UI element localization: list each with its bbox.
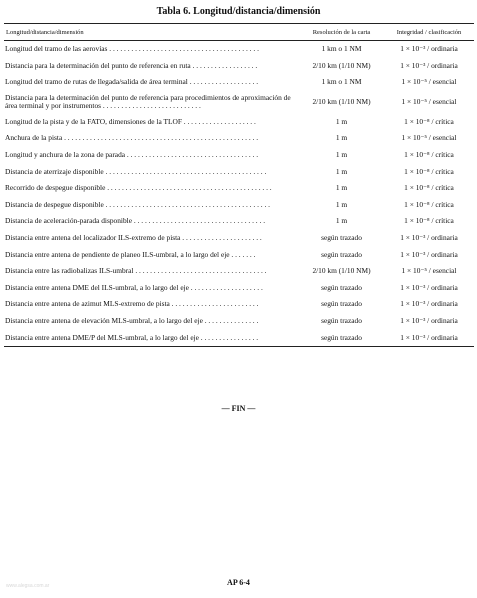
row-integrity-text: 1 × 10⁻⁵ / esencial xyxy=(401,266,457,276)
row-integrity xyxy=(384,251,474,260)
table-row xyxy=(4,230,474,247)
data-table xyxy=(4,23,474,347)
row-label-text: Distancia entre antena de azimut MLS-extremo de pista . . . . . . . . . . . . . . . . . . . . . . . . xyxy=(5,300,259,309)
row-resolution xyxy=(299,184,384,193)
row-integrity-text: 1 × 10⁻³ / ordinaria xyxy=(400,249,458,259)
row-resolution xyxy=(299,251,384,260)
row-label xyxy=(4,168,299,177)
row-integrity-text: 1 × 10⁻⁵ / esencial xyxy=(401,133,457,143)
row-label-text: Distancia entre antena DME/P del MLS-umbral, a lo largo del eje . . . . . . . . . . . . . . . . xyxy=(5,333,259,342)
row-integrity xyxy=(384,98,474,107)
row-resolution xyxy=(299,234,384,243)
table-row xyxy=(4,180,474,197)
page-footer: AP 6-4 xyxy=(227,578,250,587)
row-label-text: Distancia entre las radiobalizas ILS-umbral . . . . . . . . . . . . . . . . . . . . . . . . . . . . . . . . . . . . xyxy=(5,267,267,276)
row-integrity xyxy=(384,184,474,193)
table-row xyxy=(4,114,474,131)
row-label xyxy=(4,184,299,193)
row-label-text: Distancia para la determinación del punto de referencia para procedimientos de aproximación de área terminal y por instrumentos . . . . . . . . . . . . . . . . . . . . . . . . . . . xyxy=(5,93,291,111)
row-resolution-text: según trazado xyxy=(321,232,362,242)
header-resolution: Resolución de la carta xyxy=(312,28,371,36)
row-resolution-text: según trazado xyxy=(321,332,362,342)
row-label xyxy=(4,267,299,276)
row-integrity xyxy=(384,134,474,143)
row-label xyxy=(4,134,299,143)
table-row xyxy=(4,280,474,297)
table-row xyxy=(4,74,474,91)
row-label-text: Longitud de la pista y de la FATO, dimensiones de la TLOF . . . . . . . . . . . . . . . . . . . . xyxy=(5,117,256,126)
row-integrity xyxy=(384,234,474,243)
row-label-text: Distancia de aceleración-parada disponible . . . . . . . . . . . . . . . . . . . . . . . . . . . . . . . . . . . . xyxy=(5,217,266,226)
row-label xyxy=(4,118,299,127)
table-row xyxy=(4,213,474,230)
header-integrity: Integridad / clasificación xyxy=(396,28,462,36)
row-resolution xyxy=(299,98,384,107)
row-label-text: Longitud del tramo de las aerovías . . . . . . . . . . . . . . . . . . . . . . . . . . . . . . . . . . . . . . . . . xyxy=(5,45,259,54)
row-resolution xyxy=(299,134,384,143)
header-dimension: Longitud/distancia/dimensión xyxy=(6,28,84,36)
row-integrity-text: 1 × 10⁻³ / ordinaria xyxy=(400,299,458,309)
row-integrity-text: 1 × 10⁻⁵ / esencial xyxy=(401,77,457,87)
row-resolution-text: 2/10 km (1/10 NM) xyxy=(312,60,371,70)
row-resolution xyxy=(299,267,384,276)
row-integrity-text: 1 × 10⁻³ / ordinaria xyxy=(400,60,458,70)
row-label xyxy=(4,284,299,293)
table-row xyxy=(4,197,474,214)
row-resolution xyxy=(299,78,384,87)
row-integrity xyxy=(384,78,474,87)
row-integrity-text: 1 × 10⁻³ / ordinaria xyxy=(400,282,458,292)
row-resolution-text: según trazado xyxy=(321,249,362,259)
row-integrity xyxy=(384,62,474,71)
row-integrity-text: 1 × 10⁻³ / ordinaria xyxy=(400,315,458,325)
row-label-text: Recorrido de despegue disponible . . . . . . . . . . . . . . . . . . . . . . . . . . . . . . . . . . . . . . . . . . . . . xyxy=(5,184,272,193)
table-row xyxy=(4,330,474,347)
row-label xyxy=(4,151,299,160)
row-integrity xyxy=(384,334,474,343)
table-row xyxy=(4,296,474,313)
row-label-text: Longitud y anchura de la zona de parada . . . . . . . . . . . . . . . . . . . . . . . . . . . . . . . . . . . . xyxy=(5,151,259,160)
row-resolution xyxy=(299,334,384,343)
row-integrity xyxy=(384,151,474,160)
row-resolution xyxy=(299,118,384,127)
row-resolution xyxy=(299,151,384,160)
row-resolution-text: 1 m xyxy=(335,133,348,143)
table-title: Tabla 6. Longitud/distancia/dimensión xyxy=(156,6,321,17)
row-resolution-text: 1 m xyxy=(335,166,348,176)
row-label-text: Distancia entre antena de pendiente de planeo ILS-umbral, a lo largo del eje . . . . . . . xyxy=(5,250,256,259)
row-integrity-text: 1 × 10⁻⁵ / esencial xyxy=(401,97,457,107)
row-resolution xyxy=(299,168,384,177)
row-resolution-text: 2/10 km (1/10 NM) xyxy=(312,97,371,107)
row-label-text: Distancia de despegue disponible . . . . . . . . . . . . . . . . . . . . . . . . . . . . . . . . . . . . . . . . . . . . . xyxy=(5,200,271,209)
row-label-text: Distancia para la determinación del punto de referencia en ruta . . . . . . . . . . . . . . . . . . xyxy=(5,61,258,70)
row-label-text: Distancia entre antena del localizador ILS-extremo de pista . . . . . . . . . . . . . . . . . . . . . . xyxy=(5,233,262,242)
watermark: www.alegsa.com.ar xyxy=(6,583,50,589)
row-label xyxy=(4,217,299,226)
table-row xyxy=(4,263,474,280)
row-resolution-text: 1 m xyxy=(335,150,348,160)
row-integrity-text: 1 × 10⁻³ / ordinaria xyxy=(400,44,458,54)
row-integrity xyxy=(384,267,474,276)
row-label-text: Anchura de la pista . . . . . . . . . . . . . . . . . . . . . . . . . . . . . . . . . . . . . . . . . . . . . . . . . . . . . xyxy=(5,134,259,143)
row-label xyxy=(4,300,299,309)
row-resolution xyxy=(299,317,384,326)
row-integrity-text: 1 × 10⁻⁸ / crítica xyxy=(404,150,454,160)
table-row xyxy=(4,130,474,147)
row-integrity xyxy=(384,317,474,326)
row-integrity xyxy=(384,201,474,210)
row-integrity xyxy=(384,284,474,293)
row-integrity-text: 1 × 10⁻⁸ / crítica xyxy=(404,216,454,226)
row-label xyxy=(4,94,299,111)
row-integrity xyxy=(384,45,474,54)
row-label-text: Distancia entre antena de elevación MLS-umbral, a lo largo del eje . . . . . . . . . . . . . . . xyxy=(5,316,259,325)
row-label xyxy=(4,251,299,260)
row-resolution xyxy=(299,300,384,309)
table-row xyxy=(4,91,474,114)
row-integrity-text: 1 × 10⁻⁸ / crítica xyxy=(404,199,454,209)
row-label-text: Distancia de aterrizaje disponible . . . . . . . . . . . . . . . . . . . . . . . . . . . . . . . . . . . . . . . . . . . . xyxy=(5,167,267,176)
row-integrity-text: 1 × 10⁻³ / ordinaria xyxy=(400,232,458,242)
end-marker: — FIN — xyxy=(221,404,256,413)
row-integrity-text: 1 × 10⁻⁸ / crítica xyxy=(404,183,454,193)
row-resolution-text: según trazado xyxy=(321,282,362,292)
row-resolution xyxy=(299,62,384,71)
row-integrity xyxy=(384,300,474,309)
row-integrity xyxy=(384,168,474,177)
row-resolution-text: según trazado xyxy=(321,299,362,309)
row-resolution-text: 1 m xyxy=(335,116,348,126)
row-resolution xyxy=(299,284,384,293)
row-label xyxy=(4,201,299,210)
row-resolution xyxy=(299,217,384,226)
row-resolution-text: 1 m xyxy=(335,183,348,193)
table-header xyxy=(4,24,474,41)
row-resolution-text: 1 km o 1 NM xyxy=(321,44,362,54)
row-integrity xyxy=(384,217,474,226)
table-row xyxy=(4,58,474,75)
table-row xyxy=(4,147,474,164)
row-label-text: Distancia entre antena DME del ILS-umbral, a lo largo del eje . . . . . . . . . . . . . . . . . . . . xyxy=(5,283,263,292)
table-row xyxy=(4,247,474,264)
row-label xyxy=(4,78,299,87)
row-resolution-text: según trazado xyxy=(321,315,362,325)
row-integrity-text: 1 × 10⁻³ / ordinaria xyxy=(400,332,458,342)
table-row xyxy=(4,313,474,330)
row-resolution-text: 1 m xyxy=(335,199,348,209)
row-resolution-text: 1 m xyxy=(335,216,348,226)
row-integrity-text: 1 × 10⁻⁸ / crítica xyxy=(404,166,454,176)
row-resolution-text: 2/10 km (1/10 NM) xyxy=(312,266,371,276)
row-label xyxy=(4,62,299,71)
row-integrity-text: 1 × 10⁻⁸ / crítica xyxy=(404,116,454,126)
row-resolution-text: 1 km o 1 NM xyxy=(321,77,362,87)
table-body xyxy=(4,41,474,346)
row-resolution xyxy=(299,45,384,54)
table-row xyxy=(4,41,474,58)
row-label xyxy=(4,334,299,343)
row-label xyxy=(4,234,299,243)
row-label xyxy=(4,317,299,326)
row-label-text: Longitud del tramo de rutas de llegada/salida de área terminal . . . . . . . . . . . . . . . . . . . xyxy=(5,78,259,87)
row-label xyxy=(4,45,299,54)
table-row xyxy=(4,164,474,181)
row-integrity xyxy=(384,118,474,127)
row-resolution xyxy=(299,201,384,210)
